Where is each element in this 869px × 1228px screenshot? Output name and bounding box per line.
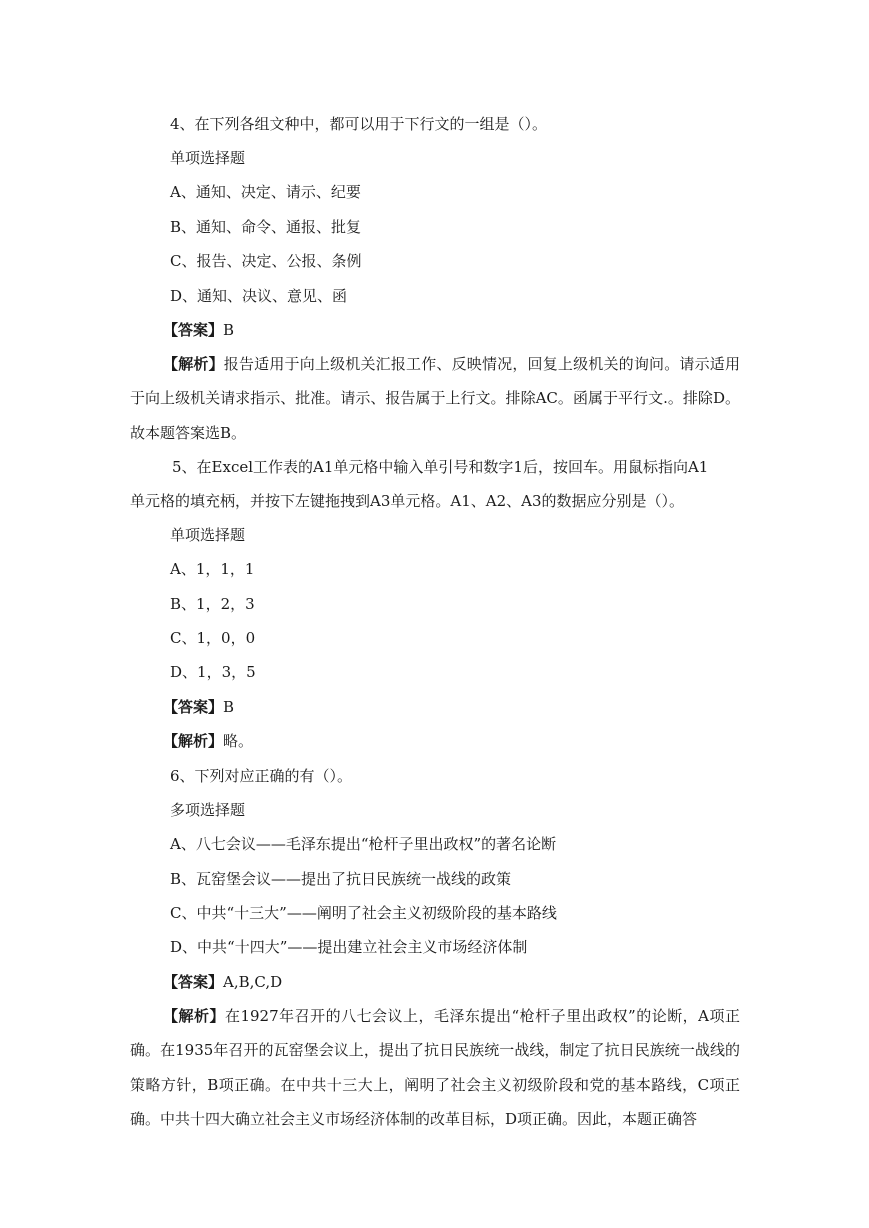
question-4-stem: 4、在下列各组文种中，都可以用于下行文的一组是（）。 xyxy=(170,115,548,133)
question-5-answer xyxy=(163,697,234,717)
question-6-option-a: A、八七会议——毛泽东提出“枪杆子里出政权”的著名论断 xyxy=(170,835,557,853)
question-4-option-b: B、通知、命令、通报、批复 xyxy=(170,218,362,236)
analysis-label: 【解析】 xyxy=(163,732,224,750)
analysis-label: 【解析】 xyxy=(163,1007,225,1025)
question-4-option-a: A、通知、决定、请示、纪要 xyxy=(170,183,361,201)
analysis-label: 【解析】 xyxy=(163,355,224,373)
question-5-option-b: B、1，2，3 xyxy=(170,595,255,613)
question-6-option-c: C、中共“十三大”——阐明了社会主义初级阶段的基本路线 xyxy=(170,904,557,922)
answer-label: 【答案】 xyxy=(163,973,224,991)
answer-value: B xyxy=(223,321,235,339)
answer-value: A,B,C,D xyxy=(223,973,283,991)
question-4-option-c: C、报告、决定、公报、条例 xyxy=(170,252,362,270)
question-6-answer xyxy=(163,972,282,992)
question-6-type: 多项选择题 xyxy=(170,801,246,819)
analysis-text: 在1927年召开的八七会议上，毛泽东提出“枪杆子里出政权”的论断，A项正确。在1935年召开的瓦窑堡会议上，提出了抗日民族统一战线，制定了抗日民族统一战线的策略方针，B项正确。在中共十三大上，阐明了社会主义初级阶段和党的基本路线，C项正确。中共十四大确立社会主义市场经济体制的改革目标，D项正确。因此，本题正确答 xyxy=(130,1007,740,1128)
answer-label: 【答案】 xyxy=(163,698,224,716)
question-5-option-c: C、1，0，0 xyxy=(170,629,256,647)
answer-label: 【答案】 xyxy=(163,321,224,339)
question-4-option-d: D、通知、决议、意见、函 xyxy=(170,287,348,305)
question-5-analysis xyxy=(163,731,253,751)
question-5-stem-line-2: 单元格的填充柄，并按下左键拖拽到A3单元格。A1、A2、A3的数据应分别是（）。 xyxy=(130,492,685,510)
question-5-type: 单项选择题 xyxy=(170,526,246,544)
question-6-option-d: D、中共“十四大”——提出建立社会主义市场经济体制 xyxy=(170,938,528,956)
answer-value: B xyxy=(223,698,235,716)
question-5-stem-line-1: 5、在Excel工作表的A1单元格中输入单引号和数字1后，按回车。用鼠标指向A1 xyxy=(172,458,709,476)
analysis-text: 报告适用于向上级机关汇报工作、反映情况，回复上级机关的询问。请示适用于向上级机关请求指示、批准。请示、报告属于上行文。排除AC。函属于平行文.。排除D。故本题答案选B。 xyxy=(130,355,740,442)
question-6-option-b: B、瓦窑堡会议——提出了抗日民族统一战线的政策 xyxy=(170,870,512,888)
question-4-type: 单项选择题 xyxy=(170,149,246,167)
question-5-option-d: D、1，3，5 xyxy=(170,663,256,681)
question-5-option-a: A、1，1，1 xyxy=(170,560,255,578)
question-4-answer xyxy=(163,320,234,340)
analysis-text: 略。 xyxy=(223,732,254,750)
question-6-stem: 6、下列对应正确的有（）。 xyxy=(170,767,353,785)
question-6-analysis xyxy=(130,999,740,1136)
question-4-analysis xyxy=(130,347,740,450)
